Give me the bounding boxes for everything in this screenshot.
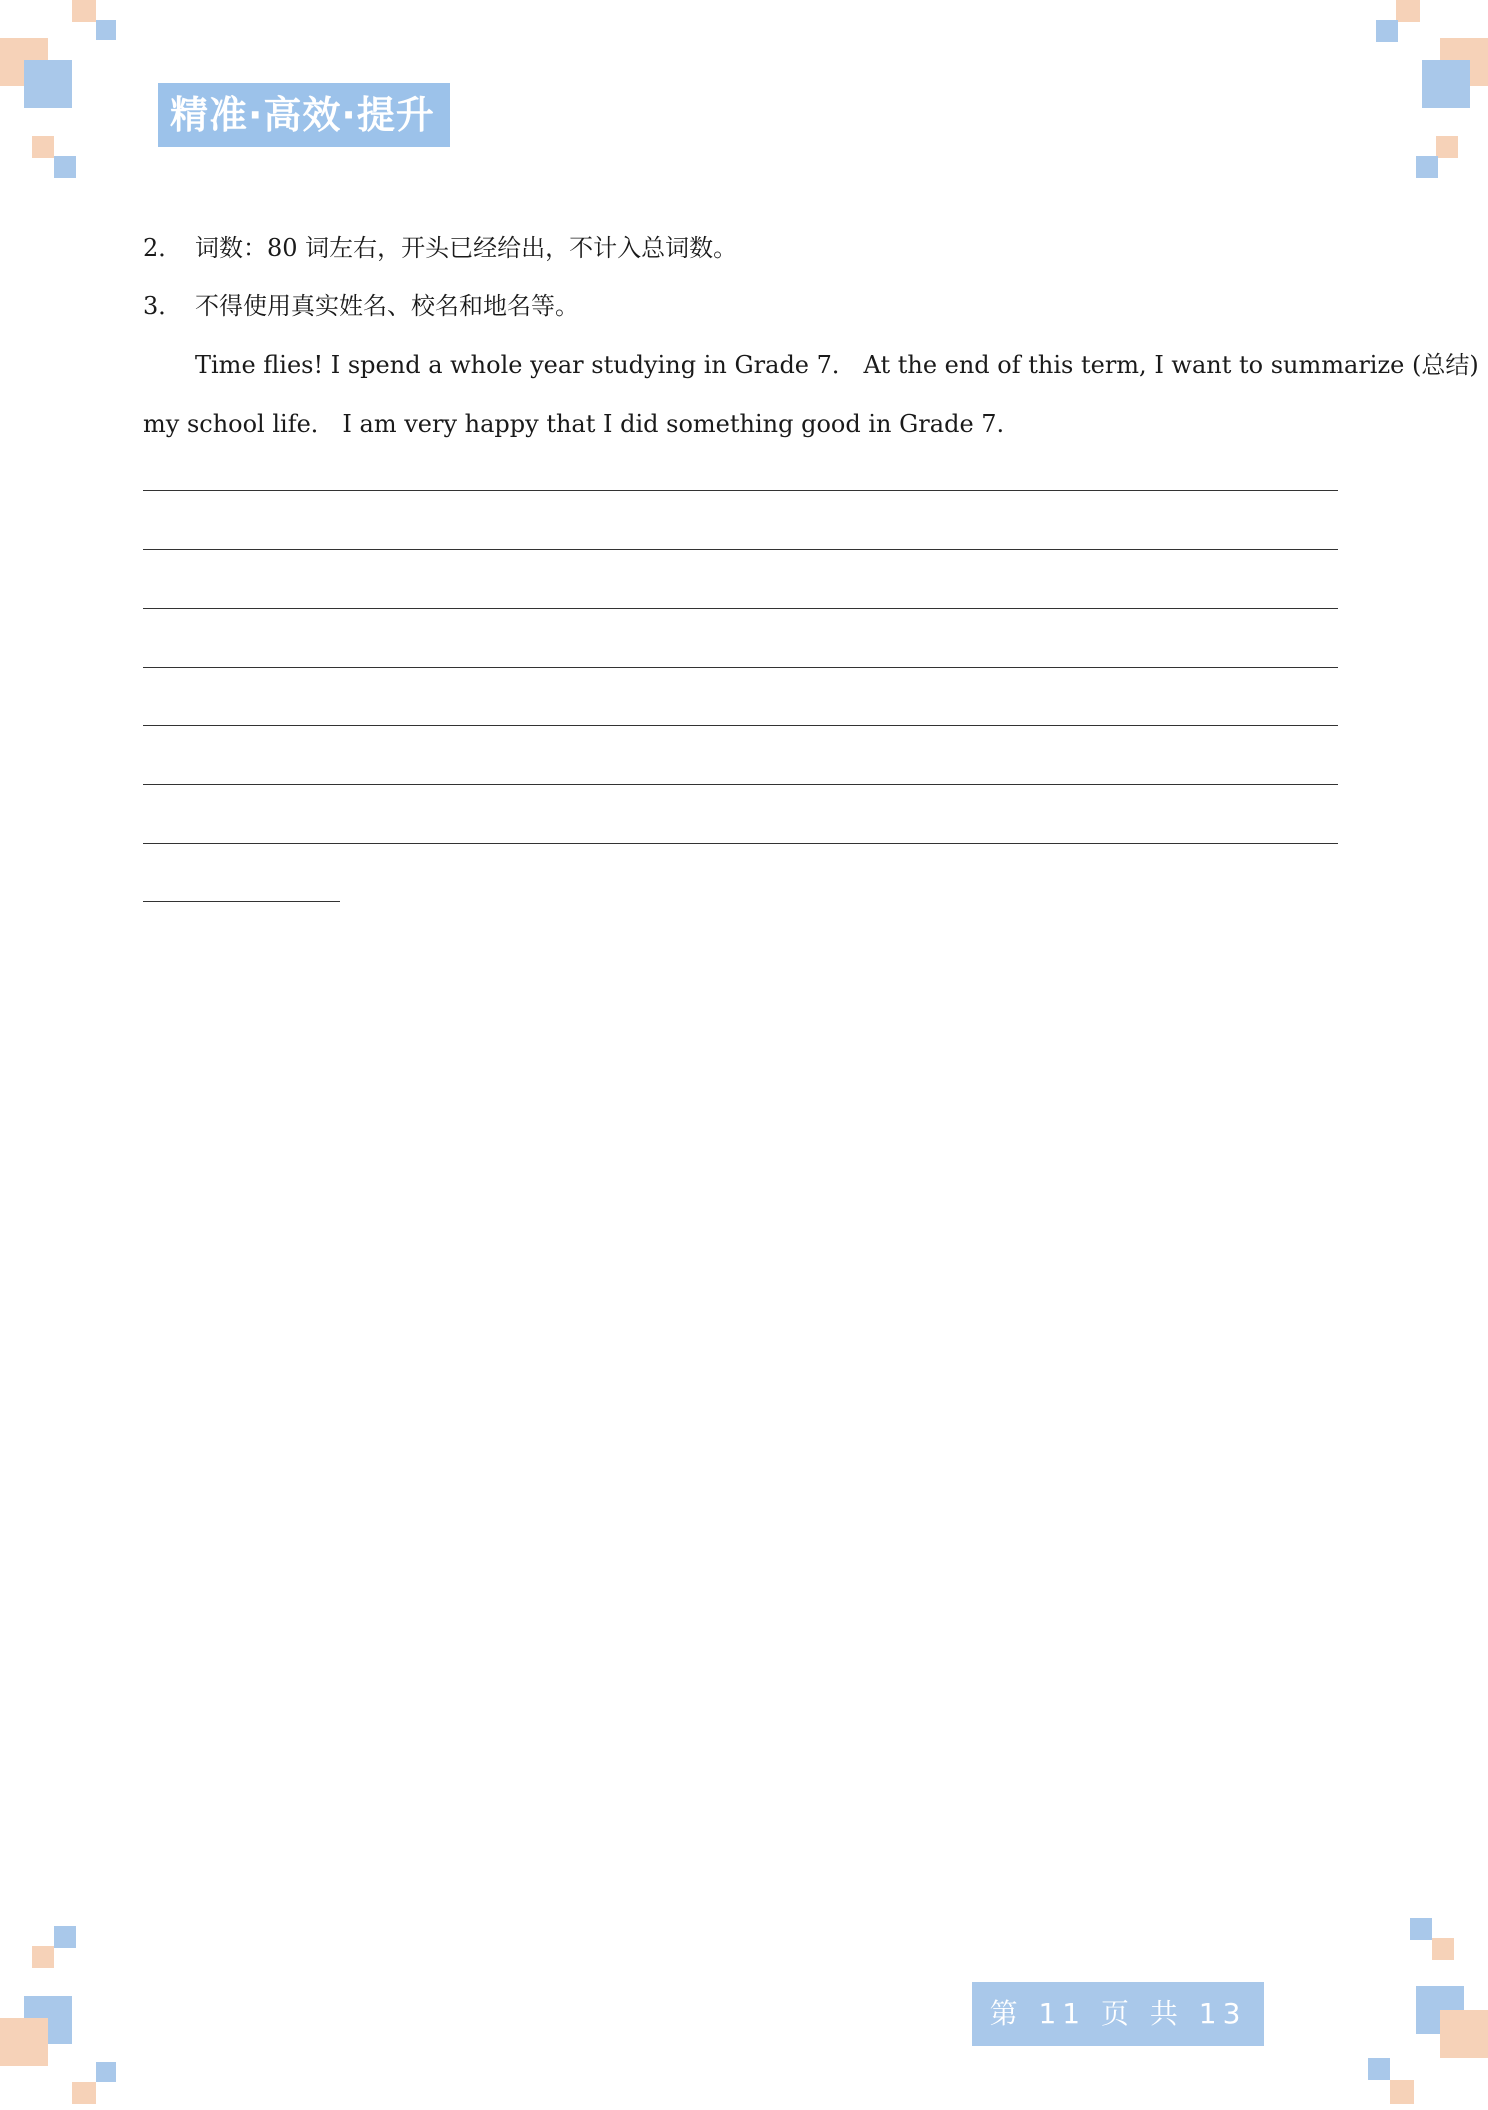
decor-square xyxy=(96,20,116,40)
decor-square xyxy=(54,1926,76,1948)
decor-square xyxy=(54,156,76,178)
decor-square xyxy=(1440,2010,1488,2058)
passage-line-1: Time flies! I spend a whole year studying in Grade 7． At the end of this term, I want to summarize (总结) xyxy=(195,351,1479,379)
requirement-text: 词数：80 词左右，开头已经给出，不计入总词数。 xyxy=(195,234,738,262)
passage-line-2: my school life． I am very happy that I did something good in Grade 7. xyxy=(143,410,1005,438)
decor-square xyxy=(1376,20,1398,42)
requirement-number: 3． xyxy=(143,292,183,320)
requirement-number: 2． xyxy=(143,234,183,262)
writing-blank-line[interactable] xyxy=(143,667,1338,668)
requirement-text: 不得使用真实姓名、校名和地名等。 xyxy=(195,292,579,320)
requirement-item xyxy=(143,286,579,321)
decor-square xyxy=(1390,2080,1414,2104)
writing-blank-line[interactable] xyxy=(143,490,1338,491)
decor-square xyxy=(24,60,72,108)
writing-blank-line[interactable] xyxy=(143,784,1338,785)
writing-blank-line[interactable] xyxy=(143,725,1338,726)
decor-square xyxy=(1396,0,1420,22)
decor-square xyxy=(96,2062,116,2082)
page-number-badge: 第 11 页 共 13 页 xyxy=(972,1982,1264,2046)
writing-blank-line[interactable] xyxy=(143,901,340,902)
decor-square xyxy=(1422,60,1470,108)
decor-square xyxy=(72,0,96,22)
decor-square xyxy=(1368,2058,1390,2080)
decor-square xyxy=(1436,136,1458,158)
decor-square xyxy=(0,2018,48,2066)
requirement-item xyxy=(143,228,737,263)
writing-blank-line[interactable] xyxy=(143,608,1338,609)
writing-blank-line[interactable] xyxy=(143,549,1338,550)
header-badge: 精准·高效·提升 xyxy=(158,83,450,147)
decor-square xyxy=(1410,1918,1432,1940)
decor-square xyxy=(1416,156,1438,178)
decor-square xyxy=(1432,1938,1454,1960)
decor-square xyxy=(72,2082,96,2104)
writing-blank-line[interactable] xyxy=(143,843,1338,844)
decor-square xyxy=(32,1946,54,1968)
decor-square xyxy=(32,136,54,158)
